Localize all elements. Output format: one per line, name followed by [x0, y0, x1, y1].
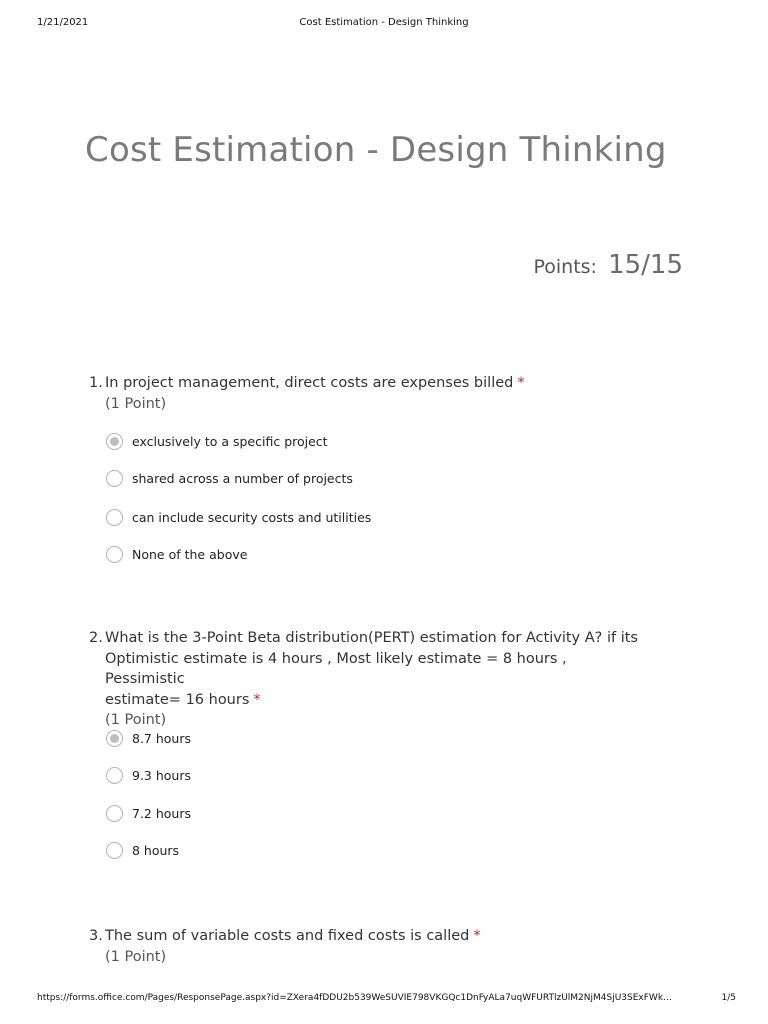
print-footer: [0, 993, 768, 1007]
option-none-of-the-above[interactable]: [106, 544, 247, 564]
option-7-2-hours[interactable]: [106, 803, 191, 823]
question-3: [89, 926, 649, 967]
question-text: In project management, direct costs are expenses billed *: [105, 375, 525, 391]
option-label: exclusively to a specific project: [132, 433, 328, 449]
question-number: 3.: [89, 928, 103, 944]
question-points: (1 Point): [105, 395, 167, 412]
required-marker: *: [253, 691, 261, 708]
radio-icon[interactable]: [106, 805, 123, 822]
option-label: can include security costs and utilities: [132, 509, 372, 525]
option-label: 9.3 hours: [132, 767, 191, 783]
question-text: What is the 3-Point Beta distribution(PERT) estimation for Activity A? if its Optimistic estimate is 4 hours , Most likely estimate = 8 hours , Pessimistic estimate= 16 hours *: [105, 630, 638, 708]
radio-selected-icon[interactable]: [106, 433, 123, 450]
required-marker: *: [473, 928, 481, 944]
radio-icon[interactable]: [106, 509, 123, 526]
option-label: None of the above: [132, 546, 248, 562]
points-label: Points:: [533, 256, 597, 278]
option-shared-across-projects[interactable]: [106, 468, 353, 488]
radio-icon[interactable]: [106, 470, 123, 487]
option-security-costs-utilities[interactable]: [106, 507, 371, 527]
radio-selected-icon[interactable]: [106, 730, 123, 747]
option-8-hours[interactable]: [106, 840, 179, 860]
question-number: 2.: [89, 630, 103, 646]
question-number: 1.: [89, 375, 103, 391]
form-title: Cost Estimation - Design Thinking: [85, 130, 667, 170]
option-label: 8.7 hours: [132, 730, 191, 746]
print-header: [0, 17, 768, 31]
page-url: https://forms.office.com/Pages/ResponsePage.aspx?id=ZXera4fDDU2b539WeSUVIE798VKGQc1DnFyALa7uqWFURTlzUlM2NjM4SjU3SExFWk…: [37, 993, 673, 1003]
print-title: Cost Estimation - Design Thinking: [299, 17, 469, 28]
question-text: The sum of variable costs and fixed costs is called *: [105, 928, 481, 944]
page-number: 1/5: [721, 993, 736, 1003]
points-value: 15/15: [608, 250, 683, 280]
question-points: (1 Point): [105, 948, 167, 965]
question-2: [89, 628, 649, 731]
radio-icon[interactable]: [106, 767, 123, 784]
radio-icon[interactable]: [106, 842, 123, 859]
option-exclusively-specific-project[interactable]: [106, 431, 328, 451]
required-marker: *: [517, 375, 525, 391]
radio-icon[interactable]: [106, 546, 123, 563]
option-label: shared across a number of projects: [132, 470, 353, 486]
option-label: 7.2 hours: [132, 805, 191, 821]
option-9-3-hours[interactable]: [106, 765, 191, 785]
option-8-7-hours[interactable]: [106, 728, 191, 748]
points-summary: [533, 250, 683, 280]
question-1: [89, 373, 649, 414]
print-date: 1/21/2021: [37, 17, 89, 28]
option-label: 8 hours: [132, 842, 180, 858]
question-points: (1 Point): [105, 712, 167, 728]
